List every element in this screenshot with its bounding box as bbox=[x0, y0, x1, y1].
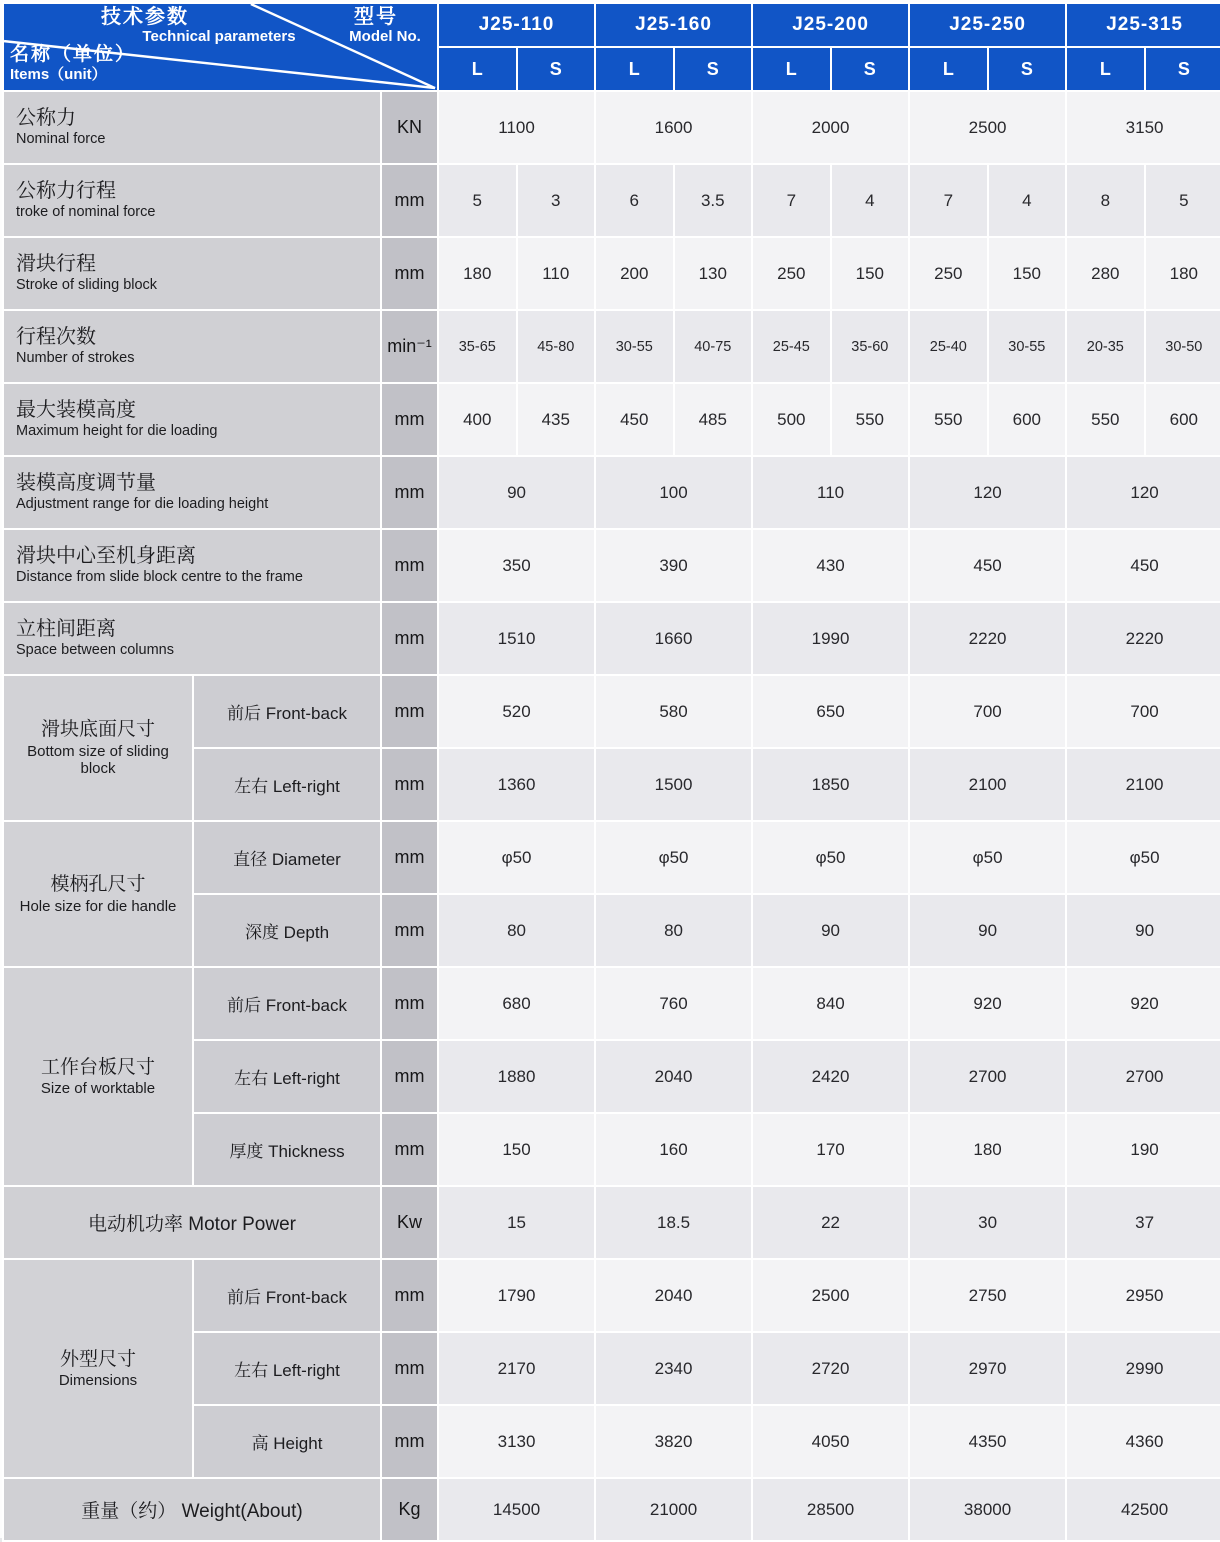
sub-label: 前后 Front-back bbox=[193, 967, 381, 1040]
row-label-en: Number of strokes bbox=[16, 350, 135, 367]
row-label: 重量（约） Weight(About) bbox=[3, 1478, 381, 1541]
value-cell: 22 bbox=[752, 1186, 909, 1259]
value-cell: 20-35 bbox=[1066, 310, 1145, 383]
unit-cell: mm bbox=[381, 1405, 438, 1478]
value-cell: 520 bbox=[438, 675, 595, 748]
value-cell: 2000 bbox=[752, 91, 909, 164]
group-label bbox=[3, 821, 193, 967]
corner-tech-en: Technical parameters bbox=[142, 28, 296, 45]
row-label-en: Adjustment range for die loading height bbox=[16, 496, 269, 513]
unit-cell: mm bbox=[381, 164, 438, 237]
value-cell: 280 bbox=[1066, 237, 1145, 310]
model-header-row bbox=[3, 3, 1220, 47]
value-cell: 390 bbox=[595, 529, 752, 602]
value-cell: 30-55 bbox=[988, 310, 1067, 383]
row-label-zh: 装模高度调节量 bbox=[16, 472, 156, 495]
value-cell: 700 bbox=[909, 675, 1066, 748]
value-cell: 2220 bbox=[1066, 602, 1220, 675]
value-cell: 3820 bbox=[595, 1405, 752, 1478]
row-label bbox=[3, 310, 381, 383]
group-label-en: Dimensions bbox=[58, 1372, 138, 1390]
value-cell: 550 bbox=[909, 383, 988, 456]
unit-cell: mm bbox=[381, 967, 438, 1040]
value-cell: 2220 bbox=[909, 602, 1066, 675]
row-label-en: Maximum height for die loading bbox=[16, 423, 218, 440]
unit-cell: Kw bbox=[381, 1186, 438, 1259]
row-label-zh: 最大装模高度 bbox=[16, 399, 136, 422]
value-cell: 2700 bbox=[909, 1040, 1066, 1113]
value-cell: 920 bbox=[1066, 967, 1220, 1040]
table-row bbox=[3, 602, 1220, 675]
value-cell: 90 bbox=[909, 894, 1066, 967]
value-cell: 150 bbox=[831, 237, 910, 310]
value-cell: 7 bbox=[909, 164, 988, 237]
value-cell: 2100 bbox=[909, 748, 1066, 821]
value-cell: 2750 bbox=[909, 1259, 1066, 1332]
value-cell: 37 bbox=[1066, 1186, 1220, 1259]
row-label bbox=[3, 456, 381, 529]
model-header: J25-200 bbox=[752, 3, 909, 47]
unit-cell: mm bbox=[381, 383, 438, 456]
row-label-zh: 滑块行程 bbox=[16, 253, 96, 276]
model-header: J25-160 bbox=[595, 3, 752, 47]
value-cell: φ50 bbox=[909, 821, 1066, 894]
group-label bbox=[3, 675, 193, 821]
value-cell: 3 bbox=[517, 164, 596, 237]
value-cell: 1600 bbox=[595, 91, 752, 164]
row-label bbox=[3, 237, 381, 310]
value-cell: 3130 bbox=[438, 1405, 595, 1478]
value-cell: 1990 bbox=[752, 602, 909, 675]
table-row bbox=[3, 821, 1220, 894]
value-cell: 2340 bbox=[595, 1332, 752, 1405]
ls-header: L bbox=[909, 47, 988, 91]
unit-cell: min⁻¹ bbox=[381, 310, 438, 383]
value-cell: 435 bbox=[517, 383, 596, 456]
value-cell: 2700 bbox=[1066, 1040, 1220, 1113]
table-row bbox=[3, 529, 1220, 602]
value-cell: 110 bbox=[752, 456, 909, 529]
value-cell: 1880 bbox=[438, 1040, 595, 1113]
unit-cell: mm bbox=[381, 456, 438, 529]
model-header: J25-250 bbox=[909, 3, 1066, 47]
value-cell: 90 bbox=[438, 456, 595, 529]
group-label-zh: 工作台板尺寸 bbox=[40, 1056, 155, 1078]
ls-header: L bbox=[1066, 47, 1145, 91]
value-cell: 160 bbox=[595, 1113, 752, 1186]
row-label-en: troke of nominal force bbox=[16, 204, 156, 221]
value-cell: 30-55 bbox=[595, 310, 674, 383]
sub-label: 前后 Front-back bbox=[193, 1259, 381, 1332]
sub-label: 高 Height bbox=[193, 1405, 381, 1478]
row-label-en: Distance from slide block centre to the frame bbox=[16, 569, 303, 586]
model-header: J25-110 bbox=[438, 3, 595, 47]
value-cell: 100 bbox=[595, 456, 752, 529]
row-label-zh: 行程次数 bbox=[16, 326, 96, 349]
value-cell: 2500 bbox=[752, 1259, 909, 1332]
corner-items-zh: 名称（单位） bbox=[10, 44, 137, 65]
value-cell: 38000 bbox=[909, 1478, 1066, 1541]
sub-label: 前后 Front-back bbox=[193, 675, 381, 748]
value-cell: 90 bbox=[752, 894, 909, 967]
value-cell: 700 bbox=[1066, 675, 1220, 748]
value-cell: 4350 bbox=[909, 1405, 1066, 1478]
sub-label: 左右 Left-right bbox=[193, 748, 381, 821]
ls-header: S bbox=[1145, 47, 1220, 91]
value-cell: 40-75 bbox=[674, 310, 753, 383]
row-label: 电动机功率 Motor Power bbox=[3, 1186, 381, 1259]
value-cell: 1510 bbox=[438, 602, 595, 675]
value-cell: 2040 bbox=[595, 1259, 752, 1332]
group-label-zh: 模柄孔尺寸 bbox=[50, 874, 146, 896]
value-cell: 550 bbox=[831, 383, 910, 456]
diagonal-corner-header bbox=[3, 3, 438, 91]
row-label-zh: 公称力行程 bbox=[16, 180, 116, 203]
value-cell: 4360 bbox=[1066, 1405, 1220, 1478]
unit-cell: mm bbox=[381, 748, 438, 821]
value-cell: 4 bbox=[988, 164, 1067, 237]
value-cell: 7 bbox=[752, 164, 831, 237]
value-cell: 30 bbox=[909, 1186, 1066, 1259]
table-row bbox=[3, 91, 1220, 164]
value-cell: 120 bbox=[1066, 456, 1220, 529]
value-cell: φ50 bbox=[595, 821, 752, 894]
value-cell: 5 bbox=[438, 164, 517, 237]
value-cell: 4 bbox=[831, 164, 910, 237]
sub-label: 左右 Left-right bbox=[193, 1332, 381, 1405]
value-cell: 2100 bbox=[1066, 748, 1220, 821]
value-cell: 5 bbox=[1145, 164, 1220, 237]
value-cell: 25-40 bbox=[909, 310, 988, 383]
row-label bbox=[3, 529, 381, 602]
value-cell: 3.5 bbox=[674, 164, 753, 237]
unit-cell: mm bbox=[381, 237, 438, 310]
table-row bbox=[3, 383, 1220, 456]
value-cell: 130 bbox=[674, 237, 753, 310]
value-cell: 580 bbox=[595, 675, 752, 748]
group-label-en: Hole size for die handle bbox=[19, 897, 177, 915]
row-label bbox=[3, 383, 381, 456]
group-label bbox=[3, 1259, 193, 1478]
row-label bbox=[3, 602, 381, 675]
value-cell: 500 bbox=[752, 383, 831, 456]
value-cell: 6 bbox=[595, 164, 674, 237]
value-cell: 14500 bbox=[438, 1478, 595, 1541]
value-cell: 180 bbox=[909, 1113, 1066, 1186]
value-cell: 1850 bbox=[752, 748, 909, 821]
table-row bbox=[3, 675, 1220, 748]
value-cell: 28500 bbox=[752, 1478, 909, 1541]
ls-header: S bbox=[674, 47, 753, 91]
value-cell: 250 bbox=[752, 237, 831, 310]
unit-cell: mm bbox=[381, 1040, 438, 1113]
value-cell: 680 bbox=[438, 967, 595, 1040]
group-label-en: Size of worktable bbox=[40, 1080, 156, 1098]
value-cell: 1360 bbox=[438, 748, 595, 821]
value-cell: 250 bbox=[909, 237, 988, 310]
value-cell: 190 bbox=[1066, 1113, 1220, 1186]
unit-cell: Kg bbox=[381, 1478, 438, 1541]
value-cell: 30-50 bbox=[1145, 310, 1220, 383]
table-row bbox=[3, 237, 1220, 310]
ls-header: L bbox=[595, 47, 674, 91]
value-cell: 920 bbox=[909, 967, 1066, 1040]
ls-header: L bbox=[438, 47, 517, 91]
value-cell: 2970 bbox=[909, 1332, 1066, 1405]
unit-cell: mm bbox=[381, 529, 438, 602]
unit-cell: mm bbox=[381, 821, 438, 894]
row-label-zh: 公称力 bbox=[16, 107, 76, 130]
ls-header: S bbox=[517, 47, 596, 91]
value-cell: 1100 bbox=[438, 91, 595, 164]
corner-model-zh: 型号 bbox=[354, 6, 398, 28]
corner-tech-zh: 技术参数 bbox=[101, 6, 189, 28]
value-cell: 485 bbox=[674, 383, 753, 456]
corner-model-en: Model No. bbox=[349, 28, 421, 45]
ls-header: S bbox=[831, 47, 910, 91]
value-cell: 1500 bbox=[595, 748, 752, 821]
value-cell: 2040 bbox=[595, 1040, 752, 1113]
value-cell: 170 bbox=[752, 1113, 909, 1186]
unit-cell: mm bbox=[381, 675, 438, 748]
row-label-zh: 立柱间距离 bbox=[16, 618, 116, 641]
value-cell: 4050 bbox=[752, 1405, 909, 1478]
value-cell: 200 bbox=[595, 237, 674, 310]
value-cell: 2420 bbox=[752, 1040, 909, 1113]
model-header: J25-315 bbox=[1066, 3, 1220, 47]
value-cell: 1790 bbox=[438, 1259, 595, 1332]
value-cell: 2950 bbox=[1066, 1259, 1220, 1332]
value-cell: 600 bbox=[988, 383, 1067, 456]
row-label-en: Space between columns bbox=[16, 642, 174, 659]
ls-header: S bbox=[988, 47, 1067, 91]
corner-items-en: Items（unit） bbox=[10, 66, 107, 83]
unit-cell: mm bbox=[381, 1113, 438, 1186]
unit-cell: mm bbox=[381, 1259, 438, 1332]
value-cell: 1660 bbox=[595, 602, 752, 675]
row-label-en: Stroke of sliding block bbox=[16, 277, 158, 294]
group-label-zh: 外型尺寸 bbox=[59, 1348, 136, 1370]
value-cell: 430 bbox=[752, 529, 909, 602]
value-cell: 21000 bbox=[595, 1478, 752, 1541]
value-cell: 550 bbox=[1066, 383, 1145, 456]
sub-label: 左右 Left-right bbox=[193, 1040, 381, 1113]
value-cell: 180 bbox=[438, 237, 517, 310]
value-cell: 2170 bbox=[438, 1332, 595, 1405]
value-cell: 80 bbox=[438, 894, 595, 967]
table-row bbox=[3, 164, 1220, 237]
value-cell: 25-45 bbox=[752, 310, 831, 383]
value-cell: 150 bbox=[438, 1113, 595, 1186]
value-cell: 450 bbox=[595, 383, 674, 456]
row-label-zh: 滑块中心至机身距离 bbox=[16, 545, 196, 568]
sub-label: 厚度 Thickness bbox=[193, 1113, 381, 1186]
value-cell: 350 bbox=[438, 529, 595, 602]
sub-label: 深度 Depth bbox=[193, 894, 381, 967]
table-row bbox=[3, 1186, 1220, 1259]
value-cell: 840 bbox=[752, 967, 909, 1040]
value-cell: 90 bbox=[1066, 894, 1220, 967]
value-cell: 760 bbox=[595, 967, 752, 1040]
unit-cell: KN bbox=[381, 91, 438, 164]
value-cell: 150 bbox=[988, 237, 1067, 310]
table-row bbox=[3, 310, 1220, 383]
value-cell: 8 bbox=[1066, 164, 1145, 237]
value-cell: 42500 bbox=[1066, 1478, 1220, 1541]
row-label bbox=[3, 164, 381, 237]
sub-label: 直径 Diameter bbox=[193, 821, 381, 894]
value-cell: 600 bbox=[1145, 383, 1220, 456]
value-cell: 35-65 bbox=[438, 310, 517, 383]
value-cell: φ50 bbox=[438, 821, 595, 894]
value-cell: 450 bbox=[909, 529, 1066, 602]
value-cell: 2720 bbox=[752, 1332, 909, 1405]
table-row bbox=[3, 967, 1220, 1040]
value-cell: 650 bbox=[752, 675, 909, 748]
unit-cell: mm bbox=[381, 1332, 438, 1405]
row-label bbox=[3, 91, 381, 164]
value-cell: φ50 bbox=[1066, 821, 1220, 894]
value-cell: 35-60 bbox=[831, 310, 910, 383]
value-cell: 80 bbox=[595, 894, 752, 967]
group-label-zh: 滑块底面尺寸 bbox=[40, 719, 155, 741]
table-row bbox=[3, 1478, 1220, 1541]
value-cell: 400 bbox=[438, 383, 517, 456]
value-cell: 3150 bbox=[1066, 91, 1220, 164]
technical-parameters-table bbox=[2, 2, 1220, 1542]
value-cell: 2500 bbox=[909, 91, 1066, 164]
value-cell: 15 bbox=[438, 1186, 595, 1259]
table-row bbox=[3, 456, 1220, 529]
group-label-en: Bottom size of sliding block bbox=[27, 743, 169, 778]
unit-cell: mm bbox=[381, 602, 438, 675]
value-cell: 180 bbox=[1145, 237, 1220, 310]
unit-cell: mm bbox=[381, 894, 438, 967]
value-cell: 110 bbox=[517, 237, 596, 310]
value-cell: 450 bbox=[1066, 529, 1220, 602]
group-label bbox=[3, 967, 193, 1186]
value-cell: 45-80 bbox=[517, 310, 596, 383]
table-row bbox=[3, 1259, 1220, 1332]
value-cell: 18.5 bbox=[595, 1186, 752, 1259]
value-cell: φ50 bbox=[752, 821, 909, 894]
ls-header: L bbox=[752, 47, 831, 91]
value-cell: 120 bbox=[909, 456, 1066, 529]
value-cell: 2990 bbox=[1066, 1332, 1220, 1405]
row-label-en: Nominal force bbox=[16, 131, 106, 148]
